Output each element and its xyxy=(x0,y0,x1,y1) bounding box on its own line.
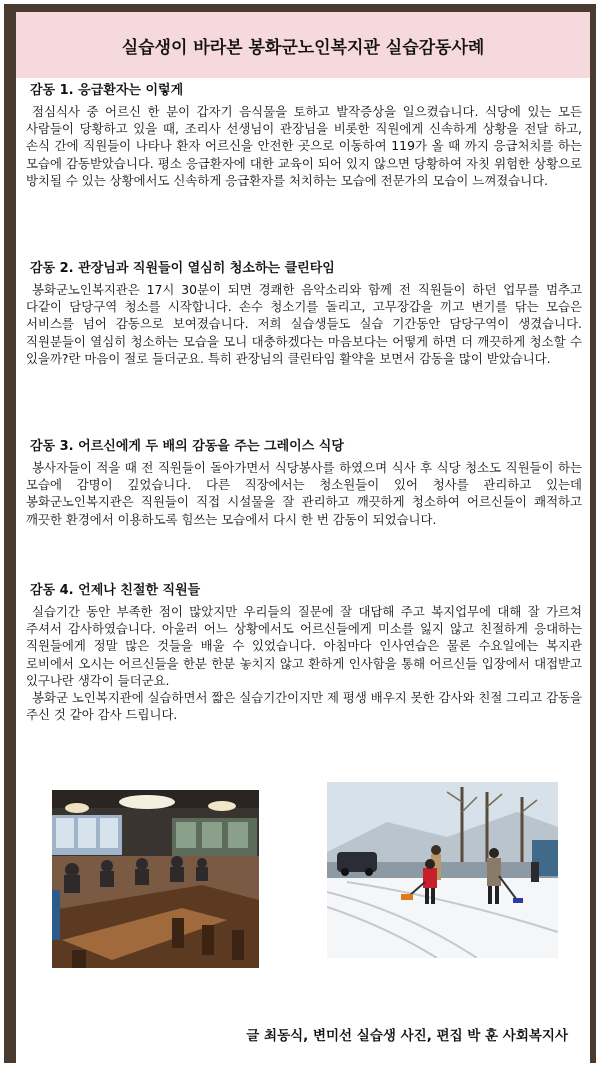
section-heading: 감동 3. 어르신에게 두 배의 감동을 주는 그레이스 식당 xyxy=(30,439,344,454)
section-emergency xyxy=(26,82,582,189)
section-kind-staff xyxy=(26,582,582,723)
section-heading: 감동 4. 언제나 친절한 직원들 xyxy=(30,583,201,598)
section-body: 점심식사 중 어르신 한 분이 갑자기 음식물을 토하고 발작증상을 일으켰습니다. 식당에 있는 모든 사람들이 당황하고 있을 때, 조리사 선생님이 관장님을 비롯한 직원에게 신속하게 상황을 전달 하고, 손식 간에 직원들이 나타나 환자 어르신을 안전한 곳으로 이동하여 119가 올 때 까지 응급처치를 하는 모습에 감동받았습니다. 평소 응급환자에 대한 교육이 되어 있지 않으면 당황하여 자칫 위험한 상황으로 방치될 수 있는 상황에서도 신속하게 응급환자를 처치하는 모습에 전문가의 모습이 느껴졌습니다. xyxy=(26,104,582,188)
cafeteria-photo xyxy=(52,790,259,968)
cafeteria-photo-image xyxy=(52,790,259,968)
section-body: 봉화군노인복지관은 17시 30분이 되면 경쾌한 음악소리와 함께 전 직원들이 하던 업무를 멈추고 다같이 담당구역 청소를 시작합니다. 손수 청소기를 돌리고, 고무장갑을 끼고 변기를 닦는 모습은 서비스를 넘어 감동으로 보여졌습니다. 저희 실습생들도 실습 기간동안 담당구역이 생겼습니다. 직원분들이 열심히 청소하는 모습을 모니 대충하겠다는 마음보다는 어떻게 하면 더 깨끗하게 청소할 수 있을까?란 마음이 절로 들더군요. 특히 관장님의 클린타임 활약을 보면서 감동을 많이 받았습니다. xyxy=(26,282,582,366)
article-page xyxy=(16,12,590,1063)
section-grace-cafeteria xyxy=(26,438,582,528)
section-body: 봉사자들이 적을 때 전 직원들이 돌아가면서 식당봉사를 하였으며 식사 후 식당 청소도 직원들이 하는 모습에 감명이 깊었습니다. 다른 직장에서는 청소원들이 있어 청사를 관리하고 있는데 봉화군노인복지관은 직원들이 직접 시설물을 잘 관리하고 깨끗하게 청소하여 어르신들이 쾌적하고 깨끗한 환경에서 이용하도록 힘쓰는 모습에서 다시 한 번 감동이 되었습니다. xyxy=(26,460,582,527)
section-clean-time xyxy=(26,260,582,367)
section-body-closing: 봉화군 노인복지관에 실습하면서 짧은 실습기간이지만 제 평생 배우지 못한 감사와 친절 그리고 감동을 주신 것 같아 감사 드립니다. xyxy=(26,690,582,723)
title-banner xyxy=(16,12,590,78)
section-heading: 감동 2. 관장님과 직원들이 열심히 청소하는 클린타임 xyxy=(30,261,335,276)
snow-clearing-photo-image xyxy=(327,782,558,958)
section-heading: 감동 1. 응급환자는 이렇게 xyxy=(30,83,184,98)
snow-clearing-photo xyxy=(327,782,558,958)
credit-line: 글 최동식, 변미선 실습생 사진, 편집 박 훈 사회복지사 xyxy=(246,1028,568,1044)
page-frame xyxy=(4,4,596,1063)
section-body: 실습기간 동안 부족한 점이 많았지만 우리들의 질문에 잘 대답해 주고 복지업무에 대해 잘 가르쳐 주셔서 감사하였습니다. 아울러 어느 상황에서도 어르신들에게 미소를 잃지 않고 친절하게 응대하는 직원들에게 정말 많은 것들을 배울 수 있었습니다. 아침마다 인사연습은 물론 수요일에는 복지관 로비에서 오시는 어르신들을 한분 한분 놓치지 않고 환하게 인사함을 통해 어르신들 입장에서 대접받고 있구나란 생각이 들더군요. xyxy=(26,604,582,688)
page-title: 실습생이 바라본 봉화군노인복지관 실습감동사례 xyxy=(121,37,485,58)
